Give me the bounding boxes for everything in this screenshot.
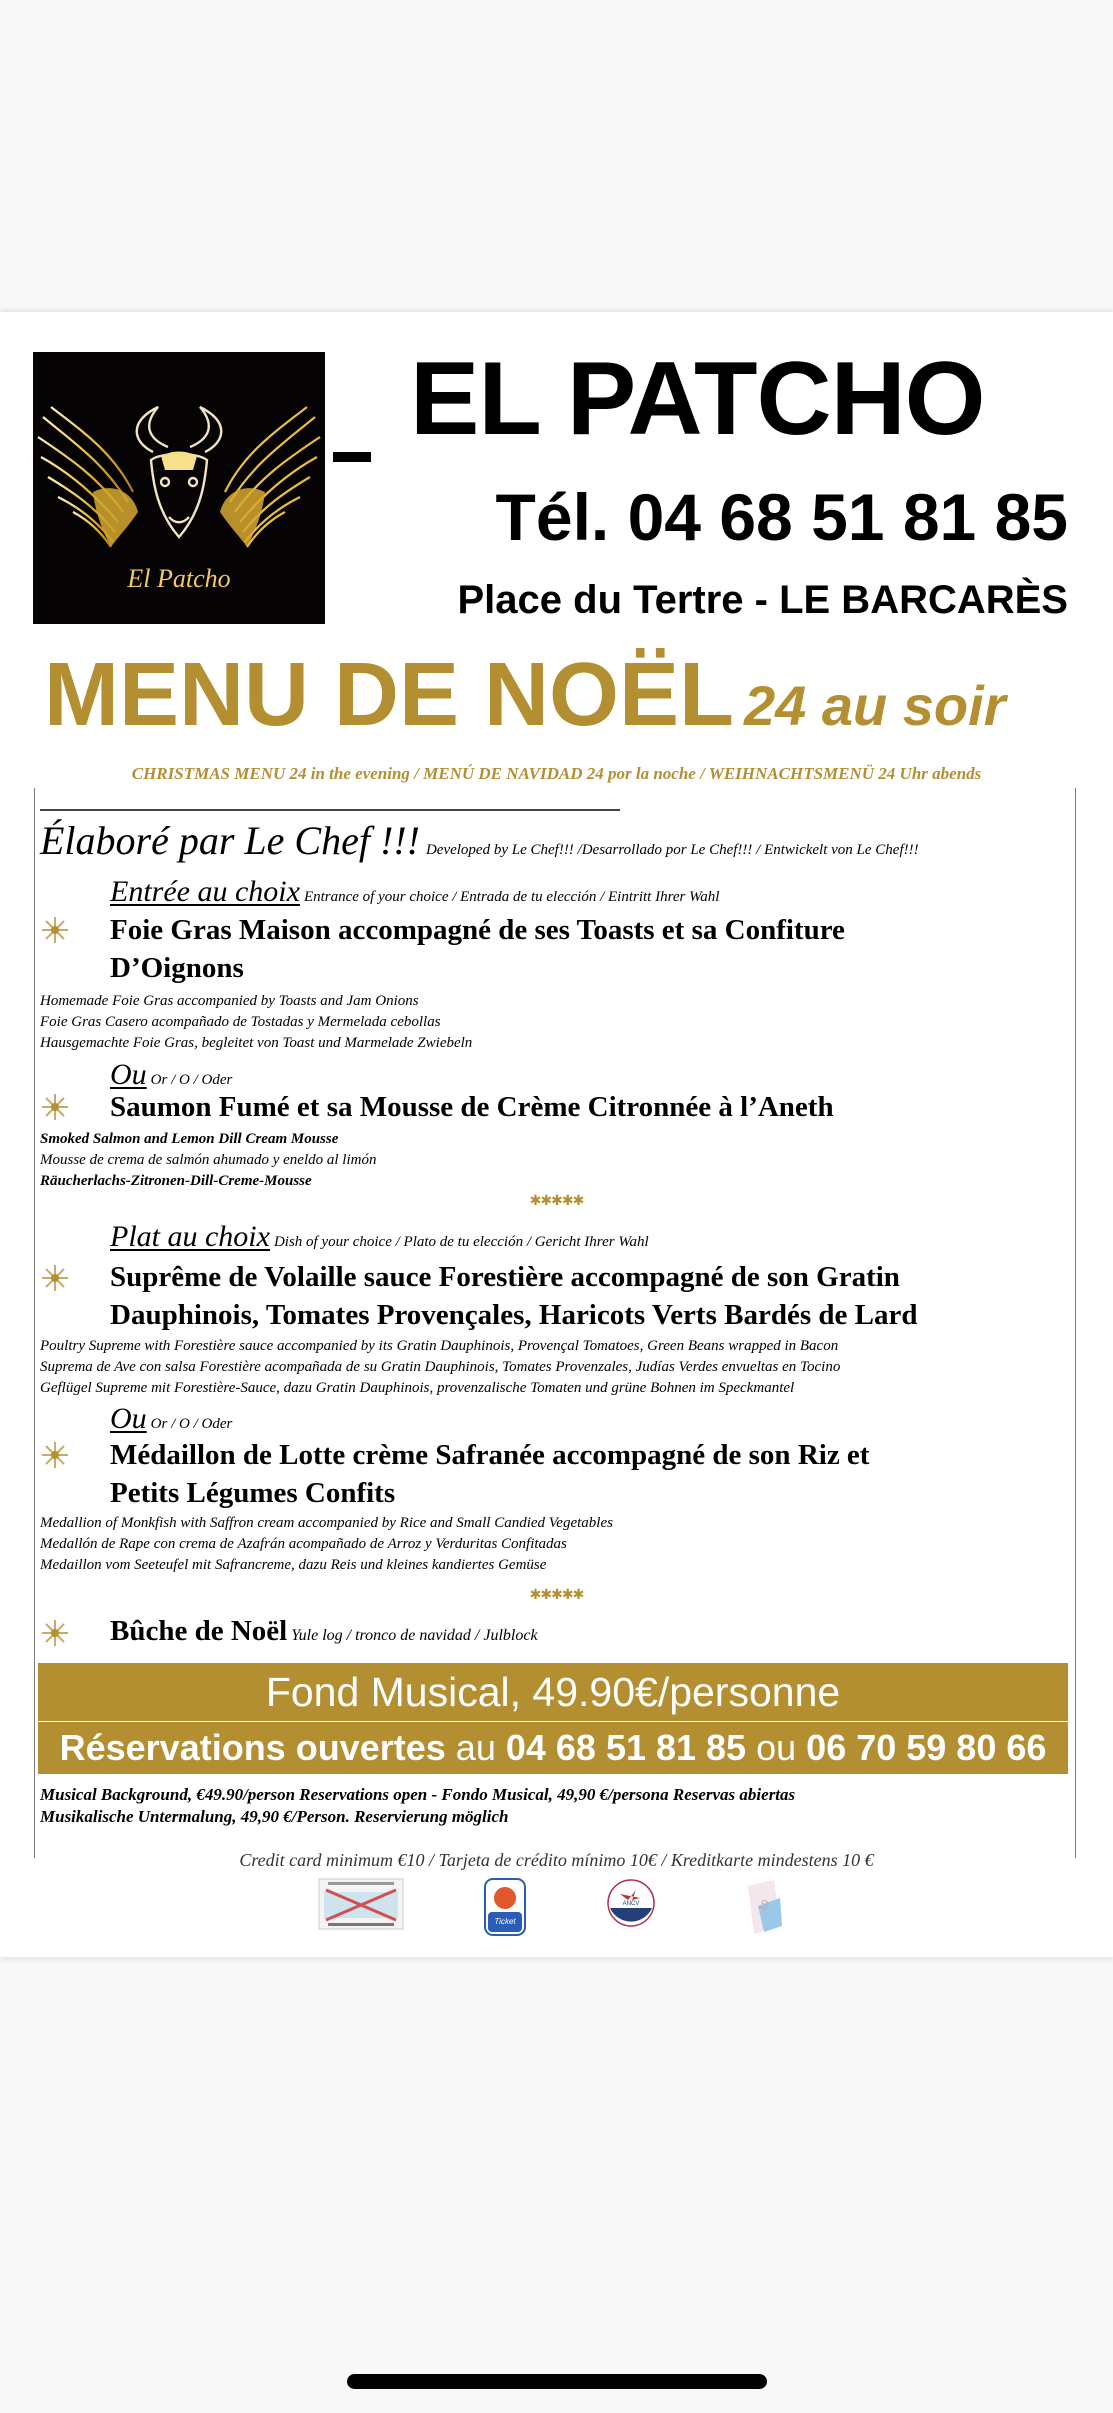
main-option-1-description: [40, 1336, 1070, 1399]
menu-title: [44, 645, 1006, 745]
restaurant-phone[interactable]: Tél. 04 68 51 81 85: [495, 480, 1068, 554]
dish-name-line: Petits Légumes Confits: [110, 1477, 396, 1509]
starter-heading-row: [110, 875, 719, 909]
or-translations: Or / O / Oder: [150, 1072, 233, 1088]
desc-de: Räucherlachs-Zitronen-Dill-Creme-Mousse: [40, 1173, 312, 1189]
header-dash: [333, 452, 371, 462]
main-heading-translations: Dish of your choice / Plato de tu elección / Gericht Ihrer Wahl: [273, 1234, 649, 1250]
payment-note: Credit card minimum €10 / Tarjeta de crédito mínimo 10€ / Kreditkarte mindestens 10 €: [239, 1850, 874, 1870]
star-bullet-icon: [40, 1092, 70, 1122]
dish-name-line: Suprême de Volaille sauce Forestière accompagné de son Gratin: [110, 1261, 900, 1293]
main-option-2-description: [40, 1513, 1070, 1576]
starter-option-1-description: [40, 991, 1070, 1054]
desc-en: Medallion of Monkfish with Saffron cream accompanied by Rice and Small Candied Vegetables: [40, 1515, 613, 1531]
desc-de: Medaillon vom Seeteufel mit Safrancreme, dazu Reis und kleines kandiertes Gemüse: [40, 1557, 547, 1573]
dessert-row: [110, 1615, 538, 1648]
ticket-restaurant-icon: [484, 1878, 526, 1936]
main-option-2-name: [110, 1436, 1070, 1512]
price-translation-line: Musical Background, €49.90/person Reservations open - Fondo Musical, 49,90 €/persona Reservas abiertas: [40, 1785, 796, 1804]
menu-title-sub: 24 au soir: [744, 674, 1006, 737]
divider-line: [40, 809, 620, 811]
starter-option-2-name: Saumon Fumé et sa Mousse de Crème Citronnée à l’Aneth: [110, 1091, 834, 1123]
main-or-row: [110, 1402, 232, 1436]
desc-en: Smoked Salmon and Lemon Dill Cream Mousse: [40, 1131, 339, 1147]
desc-es: Medallón de Rape con crema de Azafrán acompañado de Arroz y Verduritas Confitadas: [40, 1536, 567, 1552]
or-translations: Or / O / Oder: [150, 1416, 233, 1432]
starter-heading-translations: Entrance of your choice / Entrada de tu elección / Eintritt Ihrer Wahl: [303, 889, 720, 905]
reservation-phone-2[interactable]: 06 70 59 80 66: [806, 1727, 1047, 1768]
desc-en: Poultry Supreme with Forestière sauce accompanied by its Gratin Dauphinois, Provençal Tomatoes, Green Beans wrapped in Bacon: [40, 1338, 839, 1354]
dessert-translations: Yule log / tronco de navidad / Julblock: [291, 1627, 538, 1644]
star-bullet-icon: [40, 915, 70, 945]
ancv-icon: [606, 1878, 656, 1928]
home-indicator[interactable]: [347, 2374, 767, 2389]
card-label: 10: [757, 1898, 773, 1914]
dish-name-line: Foie Gras Maison accompagné de ses Toasts et sa Confiture: [110, 914, 845, 946]
main-heading-row: [110, 1220, 649, 1254]
payment-methods: [0, 1878, 1113, 1938]
star-bullet-icon: [40, 1440, 70, 1470]
chef-line: [40, 817, 919, 864]
credit-card-icon: [744, 1878, 784, 1936]
restaurant-name: EL PATCHO: [410, 341, 985, 457]
main-heading: Plat au choix: [110, 1220, 270, 1253]
main-option-1-name: [110, 1258, 1070, 1334]
restaurant-address: Place du Tertre - LE BARCARÈS: [457, 578, 1068, 622]
dish-name-line: D’Oignons: [110, 952, 244, 984]
starter-or-row: [110, 1058, 232, 1092]
chef-heading: Élaboré par Le Chef !!!: [40, 818, 420, 863]
desc-es: Mousse de crema de salmón ahumado y eneldo al limón: [40, 1152, 377, 1168]
starter-option-2-description: [40, 1129, 1070, 1192]
star-bullet-icon: [40, 1618, 70, 1648]
reservations-banner: [38, 1722, 1068, 1774]
star-bullet-icon: [40, 1263, 70, 1293]
dessert-name: Bûche de Noël: [110, 1615, 288, 1647]
price-translations: [40, 1784, 1070, 1828]
course-divider: ✱✱✱✱✱: [529, 1588, 584, 1603]
ticket-label: Ticket: [494, 1917, 516, 1926]
el-patcho-logo: [33, 352, 325, 624]
desc-es: Foie Gras Casero acompañado de Tostadas y Mermelada cebollas: [40, 1014, 441, 1030]
dish-name-line: Médaillon de Lotte crème Safranée accompagné de son Riz et: [110, 1439, 870, 1471]
winged-bull-icon: [33, 352, 325, 624]
desc-es: Suprema de Ave con salsa Forestière acompañada de su Gratin Dauphinois, Tomates Provenzales, Judías Verdes envueltas en Tocino: [40, 1359, 841, 1375]
desc-en: Homemade Foie Gras accompanied by Toasts and Jam Onions: [40, 993, 419, 1009]
reservation-phone-1[interactable]: 04 68 51 81 85: [505, 1727, 747, 1768]
or-label: Ou: [110, 1402, 147, 1435]
desc-de: Geflügel Supreme mit Forestière-Sauce, dazu Gratin Dauphinois, provenzalische Tomaten und grüne Bohnen im Speckmantel: [40, 1380, 795, 1396]
menu-title-main: MENU DE NOËL: [44, 645, 735, 745]
reservations-au: au: [455, 1727, 496, 1768]
menu-page: [0, 312, 1113, 1957]
chef-translations: Developed by Le Chef!!! /Desarrollado por Le Chef!!! / Entwickelt von Le Chef!!!: [425, 842, 919, 858]
logo-script-text: El Patcho: [127, 564, 231, 593]
dish-name-line: Dauphinois, Tomates Provençales, Haricots Verts Bardés de Lard: [110, 1299, 918, 1331]
menu-title-translations: CHRISTMAS MENU 24 in the evening / MENÚ DE NAVIDAD 24 por la noche / WEIHNACHTSMENÜ 24 Uhr abends: [131, 764, 982, 783]
no-cheque-icon: [318, 1878, 404, 1930]
desc-de: Hausgemachte Foie Gras, begleitet von Toast und Marmelade Zwiebeln: [40, 1035, 473, 1051]
reservations-ou: ou: [756, 1727, 797, 1768]
reservations-label: Réservations ouvertes: [59, 1727, 446, 1768]
course-divider: ✱✱✱✱✱: [529, 1194, 584, 1209]
price-banner: Fond Musical, 49.90€/personne: [38, 1663, 1068, 1721]
starter-heading: Entrée au choix: [110, 875, 300, 908]
starter-option-1-name: [110, 911, 1070, 987]
price-translation-line: Musikalische Untermalung, 49,90 €/Person. Reservierung möglich: [40, 1807, 509, 1826]
ancv-label: ANCV: [622, 1901, 640, 1907]
or-label: Ou: [110, 1058, 147, 1091]
